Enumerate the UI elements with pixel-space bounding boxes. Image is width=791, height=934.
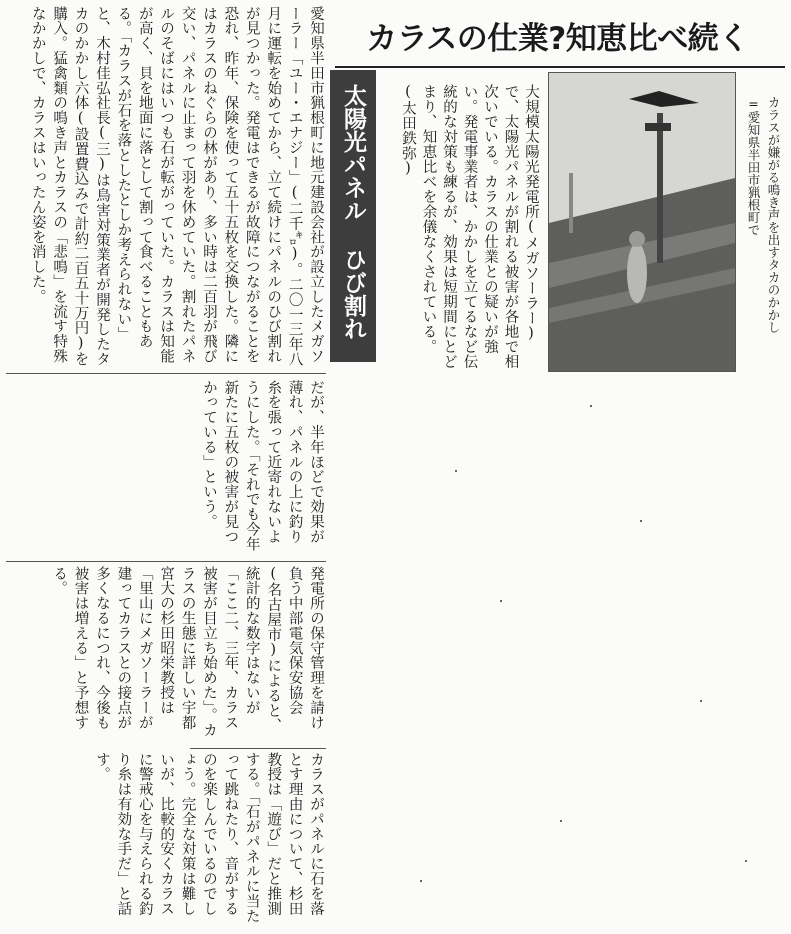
column-divider <box>6 373 326 374</box>
column-divider <box>190 748 326 749</box>
scan-speck <box>640 520 642 522</box>
photo-hawk-scarecrow <box>548 72 736 372</box>
body-paragraph-4: カラスがパネルに石を落とす理由について、杉田教授は「遊び」だと推測する。「石がパネルに当たって跳ねたり、音がするのを楽しんでいるのでしょう。完全な対策は難しいが、比較的安くカラスに警戒心を与えられる釣り糸は有効な手だ」と話す。 <box>93 752 324 924</box>
scan-speck <box>420 880 422 882</box>
headline-rule <box>335 66 785 68</box>
body-paragraph-3: 発電所の保守管理を請け負う中部電気保安協会(名古屋市)によると、統計的な数字はないが「ここ二、三年、カラス被害が目立ち始めた」。カラスの生態に詳しい宇都宮大の杉田昭栄教授は「里山にメガソーラーが建ってカラスとの接点が多くなるにつれ、今後も被害は増える」と予想する。 <box>51 566 324 738</box>
scan-speck <box>560 820 562 822</box>
body-paragraph-1: 愛知県半田市猟根町に地元建設会社が設立したメガソーラー「ユー・エナジー」(二千㌔)。二〇一三年八月に運転を始めてから、立て続けにパネルのひび割れが見つかった。発電はできるが故障につながることを恐れ、昨年、保険を使って五十五枚を交換した。隣にはカラスのねぐらの林があり、多い時は二百羽が飛び交い、パネルに止まって羽を休めていた。割れたパネルのそばにはいつも石が転がっていた。カラスは知能が高く、貝を地面に落として割って食べることもある。「カラスが石を落としたとしか考えられない」と、木村佳弘社長(三)は鳥害対策業者が開発したタカのかかし六体(設置費込みで計約二百五十万円)を購入。猛禽類の鳴き声とカラスの「悲鳴」を流す特殊なかかしで、カラスはいったん姿を消した。 <box>29 6 324 367</box>
lede-paragraph: 大規模太陽光発電所(メガソーラー)で、太陽光パネルが割れる被害が各地で相次いでいる。カラスの仕業との疑いが強い。発電事業者は、かかしを立てるなど伝統的な対策も練るが、効果は短期間にとどまり、知恵比べを余儀なくされている。(太田鉄弥) <box>400 84 539 369</box>
scan-speck <box>455 470 457 472</box>
scan-speck <box>500 600 502 602</box>
headline: カラスの仕業?知恵比べ続く <box>366 21 749 57</box>
scan-speck <box>745 860 747 862</box>
subheadline: 太陽光パネル ひび割れ <box>330 70 376 362</box>
photo-caption: カラスが嫌がる鳴き声を出すタカのかかし=愛知県半田市猟根町で <box>746 96 781 334</box>
body-paragraph-2: だが、半年ほどで効果が薄れ、パネルの上に釣り糸を張って近寄れないようにした。「それでも今年新たに五枚の被害が見つかっている」という。 <box>200 380 324 552</box>
scan-speck <box>700 700 702 702</box>
column-divider <box>6 561 326 562</box>
scan-speck <box>590 405 592 407</box>
